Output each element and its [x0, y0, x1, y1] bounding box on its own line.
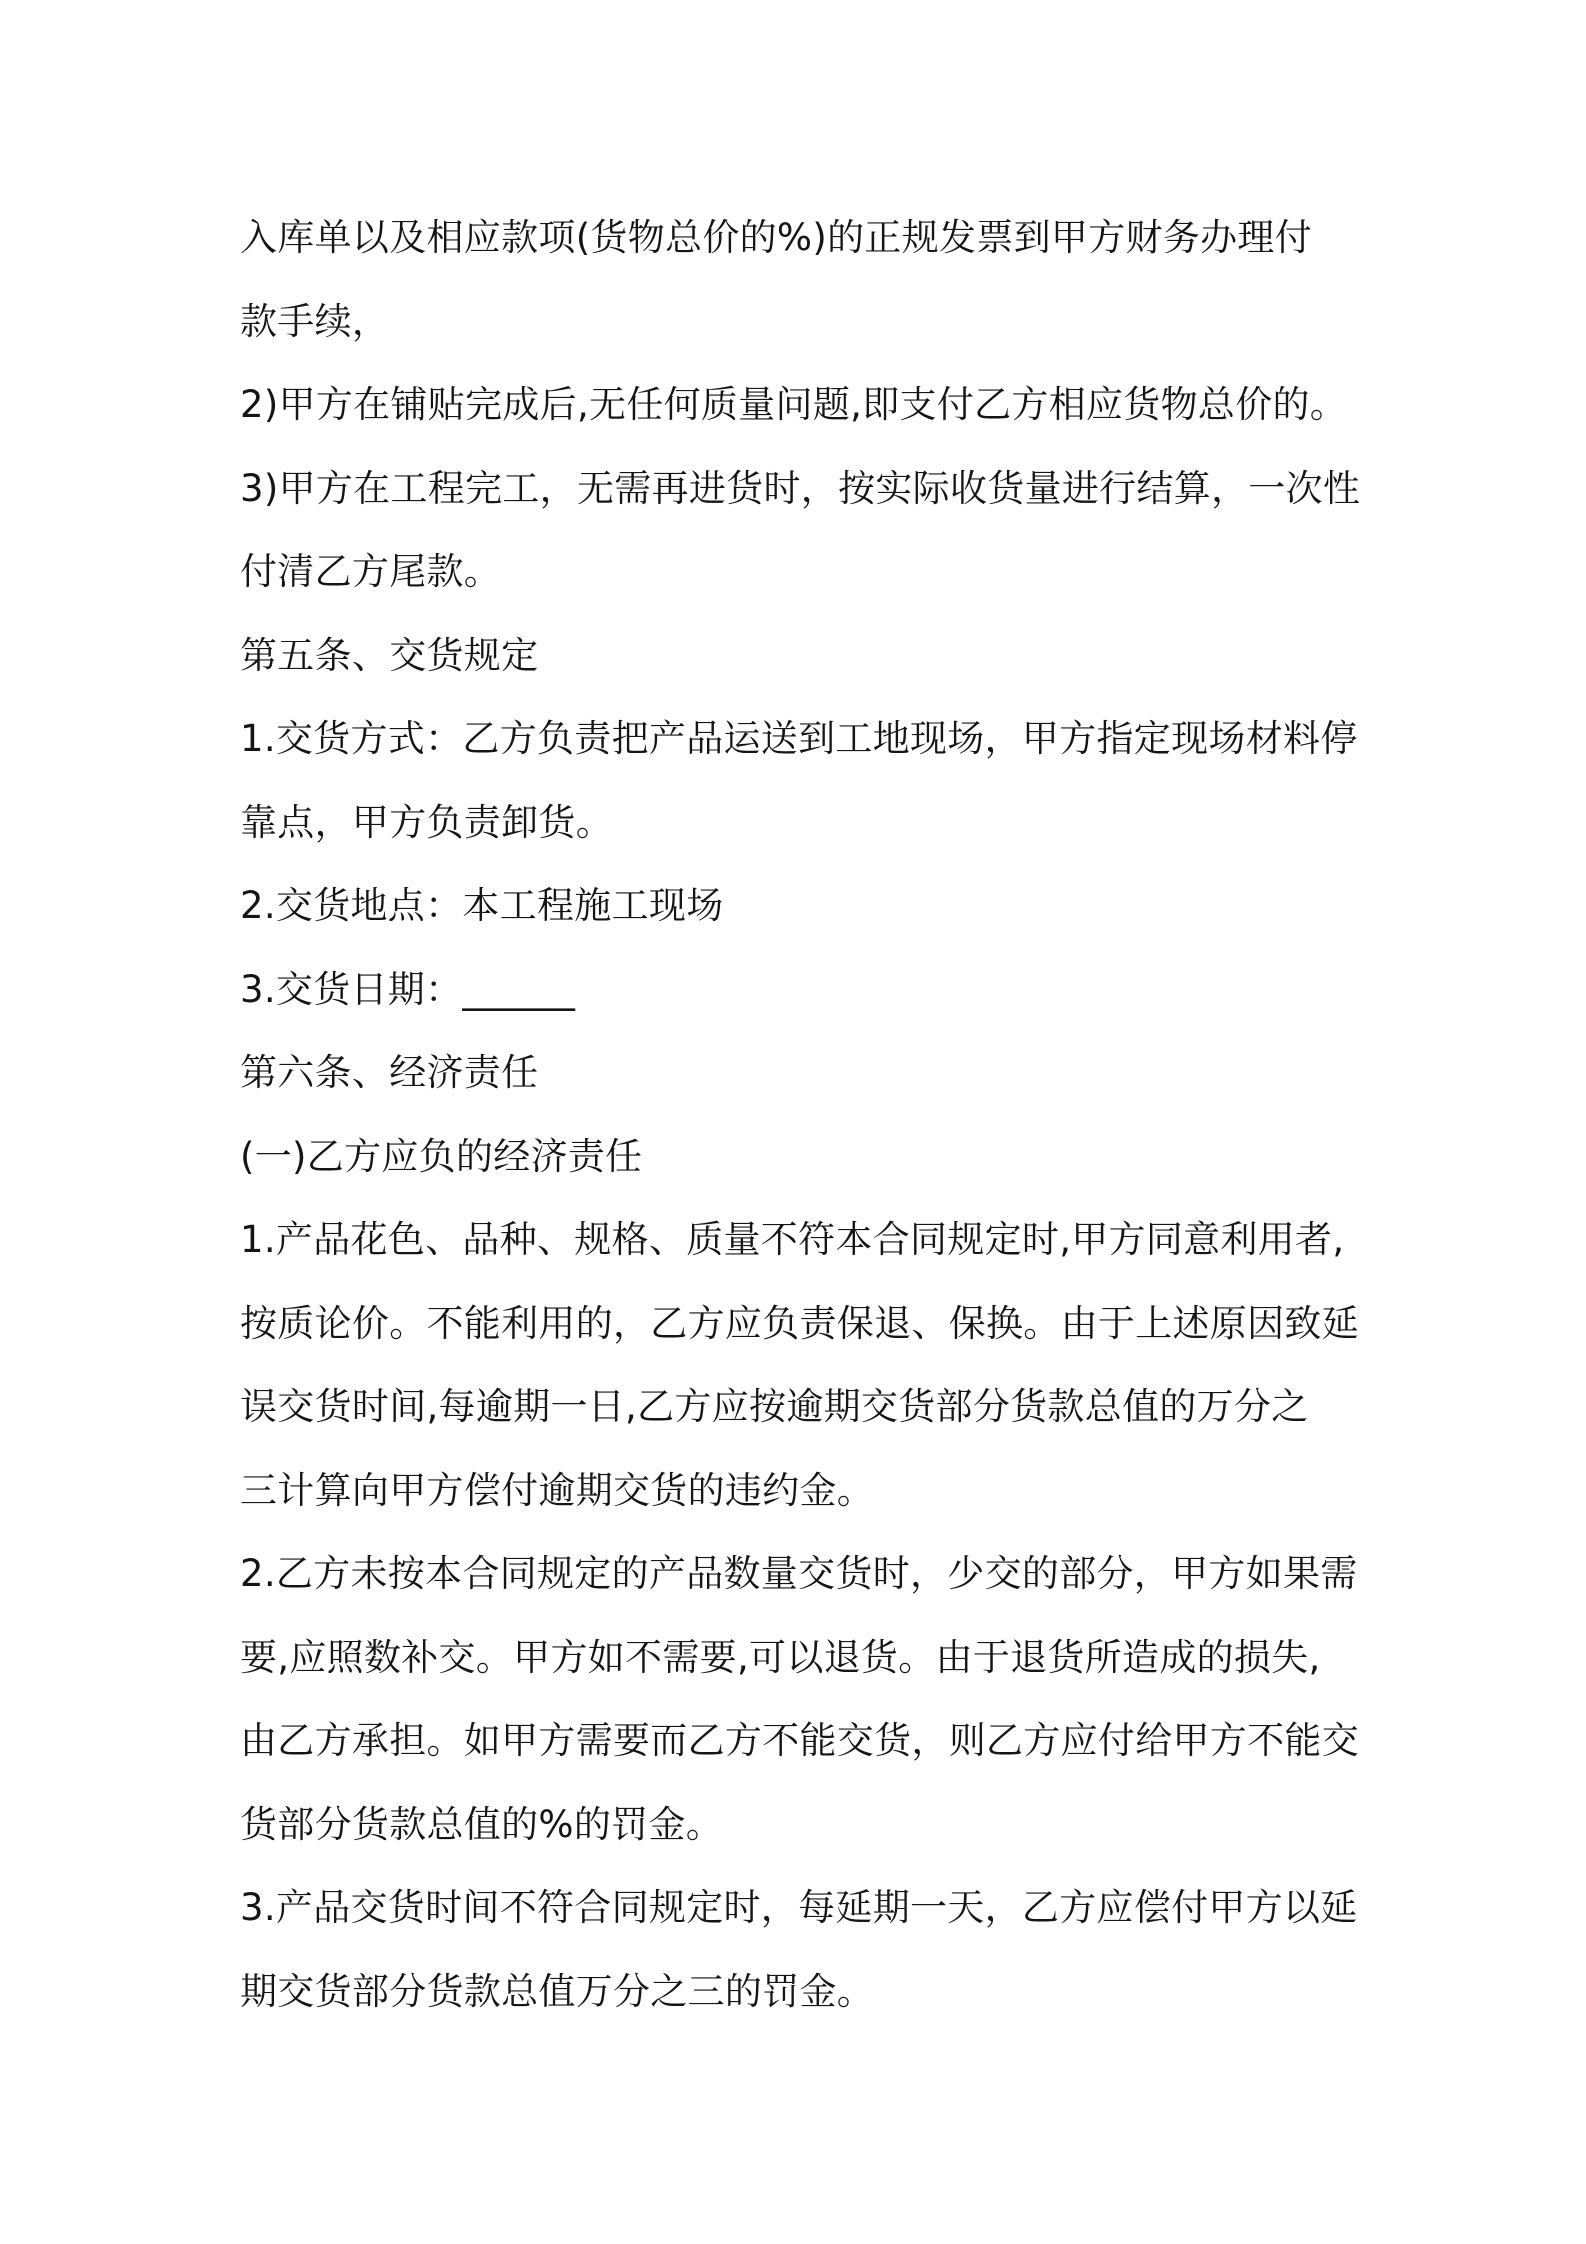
paragraph-line: 2.乙方未按本合同规定的产品数量交货时，少交的部分，甲方如果需 — [240, 1552, 1358, 1595]
paragraph-line: 付清乙方尾款。 — [240, 550, 502, 593]
paragraph-line: 3)甲方在工程完工，无需再进货时，按实际收货量进行结算，一次性 — [240, 466, 1361, 510]
paragraph-line: 款手续， — [240, 299, 390, 343]
paragraph-line: 由乙方承担。如甲方需要而乙方不能交货，则乙方应付给甲方不能交 — [240, 1719, 1359, 1762]
section-heading: 第五条、交货规定 — [240, 633, 539, 677]
paragraph-line: 要,应照数补交。甲方如不需要,可以退货。由于退货所造成的损失, — [240, 1635, 1321, 1679]
paragraph-line: 三计算向甲方偿付逾期交货的违约金。 — [240, 1468, 875, 1512]
paragraph-line: 靠点，甲方负责卸货。 — [240, 800, 613, 844]
paragraph-line: 3.交货日期：______ — [240, 967, 576, 1011]
paragraph-line: 1.产品花色、品种、规格、质量不符本合同规定时,甲方同意利用者, — [240, 1218, 1345, 1261]
subsection-heading: (一)乙方应负的经济责任 — [240, 1134, 643, 1178]
paragraph-line: 3.产品交货时间不符合同规定时，每延期一天，乙方应偿付甲方以延 — [240, 1886, 1358, 1929]
paragraph-line: 入库单以及相应款项(货物总价的%)的正规发票到甲方财务办理付 — [240, 216, 1313, 259]
paragraph-line: 货部分货款总值的%的罚金。 — [240, 1802, 724, 1846]
paragraph-line: 1.交货方式：乙方负责把产品运送到工地现场，甲方指定现场材料停 — [240, 717, 1358, 760]
document-body — [240, 196, 1360, 2033]
section-heading: 第六条、经济责任 — [240, 1051, 539, 1094]
paragraph-line: 期交货部分货款总值万分之三的罚金。 — [240, 1969, 875, 2013]
paragraph-line: 按质论价。不能利用的，乙方应负责保退、保换。由于上述原因致延 — [240, 1301, 1359, 1345]
paragraph-line: 2.交货地点：本工程施工现场 — [240, 884, 724, 927]
paragraph-line: 2)甲方在铺贴完成后,无任何质量问题,即支付乙方相应货物总价的。 — [240, 383, 1348, 426]
paragraph-line: 误交货时间,每逾期一日,乙方应按逾期交货部分货款总值的万分之 — [240, 1385, 1309, 1428]
